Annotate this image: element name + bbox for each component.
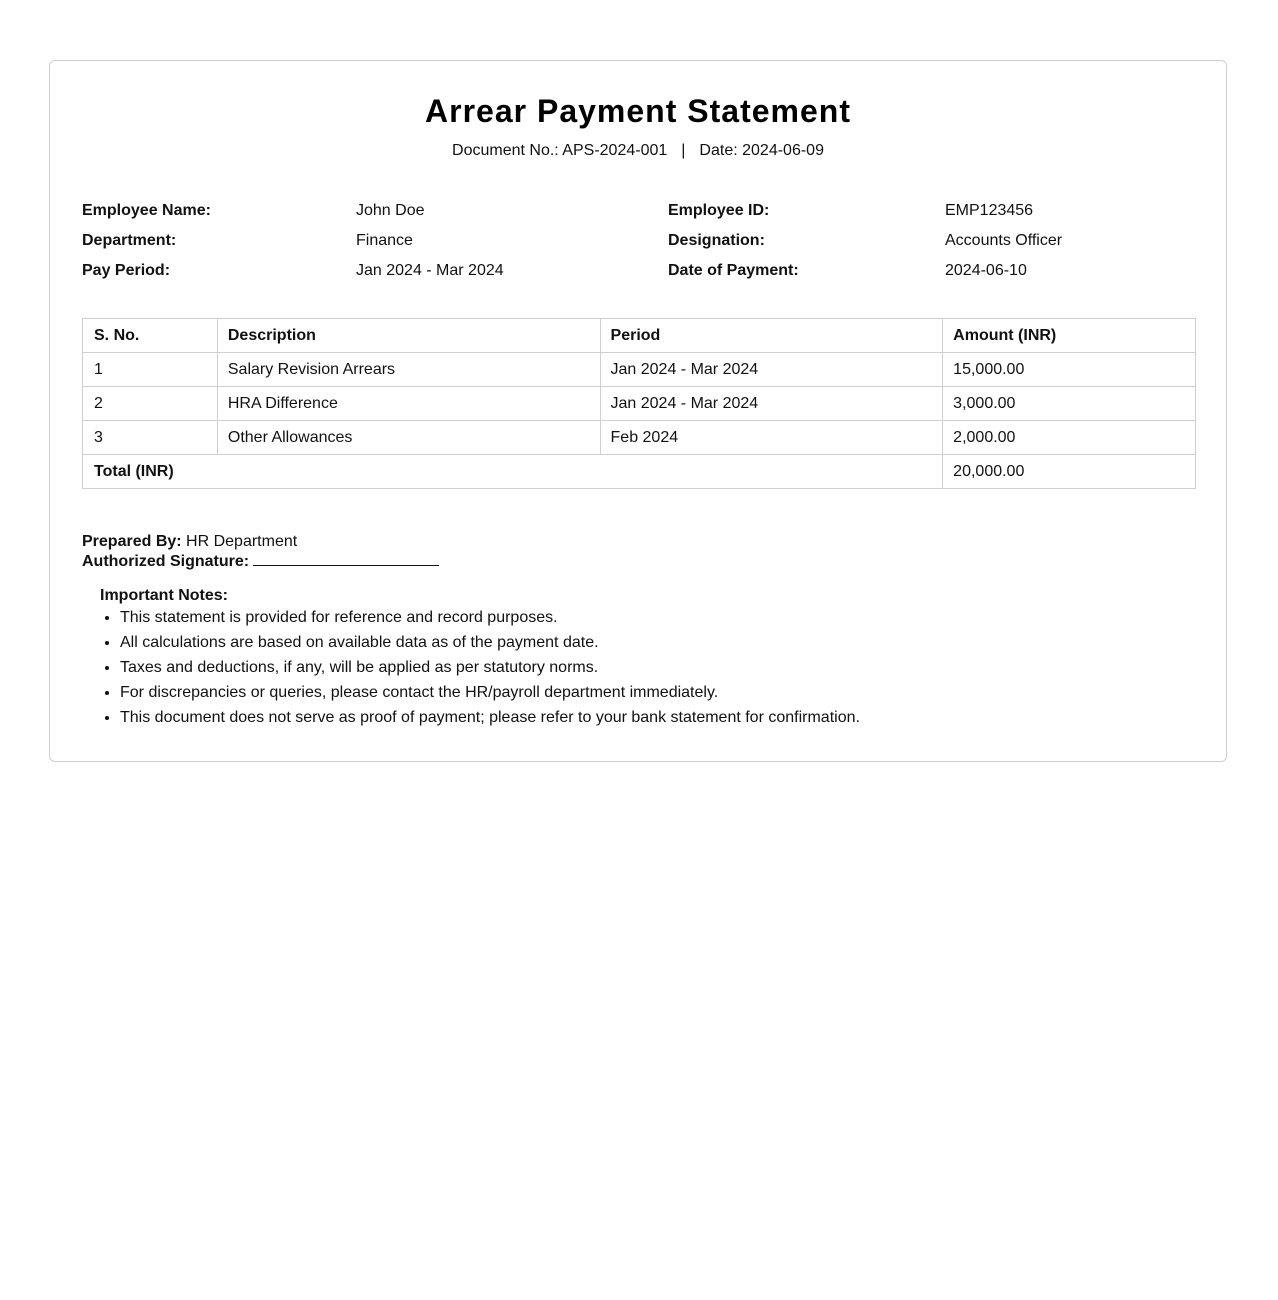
department-value: Finance: [356, 232, 413, 249]
subtitle-separator: |: [681, 142, 686, 159]
total-row: [83, 455, 1196, 489]
designation-value: Accounts Officer: [945, 232, 1063, 249]
pay-period-value: Jan 2024 - Mar 2024: [356, 262, 504, 279]
signature-label: Authorized Signature:: [82, 553, 250, 570]
period-cell: Jan 2024 - Mar 2024: [600, 387, 943, 421]
table-header-row: [83, 319, 1196, 353]
department-label: Department:: [82, 232, 177, 249]
payment-date-value: 2024-06-10: [945, 262, 1027, 279]
serial-cell: 2: [83, 387, 218, 421]
amount-cell: 2,000.00: [943, 421, 1196, 455]
designation-label: Designation:: [668, 232, 765, 249]
period-cell: Feb 2024: [600, 421, 943, 455]
payment-date-label: Date of Payment:: [668, 262, 799, 279]
table-row: [83, 353, 1196, 387]
notes-title: Important Notes:: [100, 587, 228, 604]
page-title: Arrear Payment Statement: [425, 93, 851, 129]
important-notes: [100, 587, 860, 730]
list-item: • This document does not serve as proof of payment; please refer to your bank statement for confirmation.: [120, 705, 860, 730]
description-cell: HRA Difference: [217, 387, 600, 421]
employee-name-value: John Doe: [356, 202, 425, 219]
list-item: • For discrepancies or queries, please contact the HR/payroll department immediately.: [120, 680, 860, 705]
info-row: [82, 201, 1196, 231]
signature-blank: [253, 551, 439, 566]
column-header: Period: [600, 319, 943, 353]
period-cell: Jan 2024 - Mar 2024: [600, 353, 943, 387]
employee-id-label: Employee ID:: [668, 202, 770, 219]
statement-card: [49, 60, 1227, 762]
employee-name-label: Employee Name:: [82, 202, 211, 219]
prepared-by-label: Prepared By:: [82, 533, 182, 550]
table-row: [83, 421, 1196, 455]
column-header: S. No.: [83, 319, 218, 353]
description-cell: Other Allowances: [217, 421, 600, 455]
doc-no-value: APS-2024-001: [562, 142, 668, 159]
column-header: Description: [217, 319, 600, 353]
prepared-section: [82, 533, 439, 571]
total-label: Total (INR): [83, 455, 943, 489]
info-row: [82, 261, 1196, 291]
signature-line: [82, 551, 439, 571]
doc-no-label: Document No.:: [452, 142, 559, 159]
amount-cell: 3,000.00: [943, 387, 1196, 421]
date-label: Date:: [699, 142, 738, 159]
employee-id-value: EMP123456: [945, 202, 1034, 219]
info-row: [82, 231, 1196, 261]
description-cell: Salary Revision Arrears: [217, 353, 600, 387]
serial-cell: 1: [83, 353, 218, 387]
amount-cell: 15,000.00: [943, 353, 1196, 387]
date-value: 2024-06-09: [742, 142, 824, 159]
serial-cell: 3: [83, 421, 218, 455]
list-item: • This statement is provided for reference and record purposes.: [120, 605, 860, 630]
total-amount: 20,000.00: [943, 455, 1196, 489]
arrears-table: [82, 318, 1196, 489]
employee-info: [82, 201, 1196, 291]
document-subtitle: [50, 141, 1226, 161]
prepared-by-value: HR Department: [186, 533, 298, 550]
column-header: Amount (INR): [943, 319, 1196, 353]
notes-list: [100, 605, 860, 730]
list-item: • Taxes and deductions, if any, will be applied as per statutory norms.: [120, 655, 860, 680]
list-item: • All calculations are based on available data as of the payment date.: [120, 630, 860, 655]
pay-period-label: Pay Period:: [82, 262, 171, 279]
table-row: [83, 387, 1196, 421]
prepared-by-line: [82, 533, 439, 551]
